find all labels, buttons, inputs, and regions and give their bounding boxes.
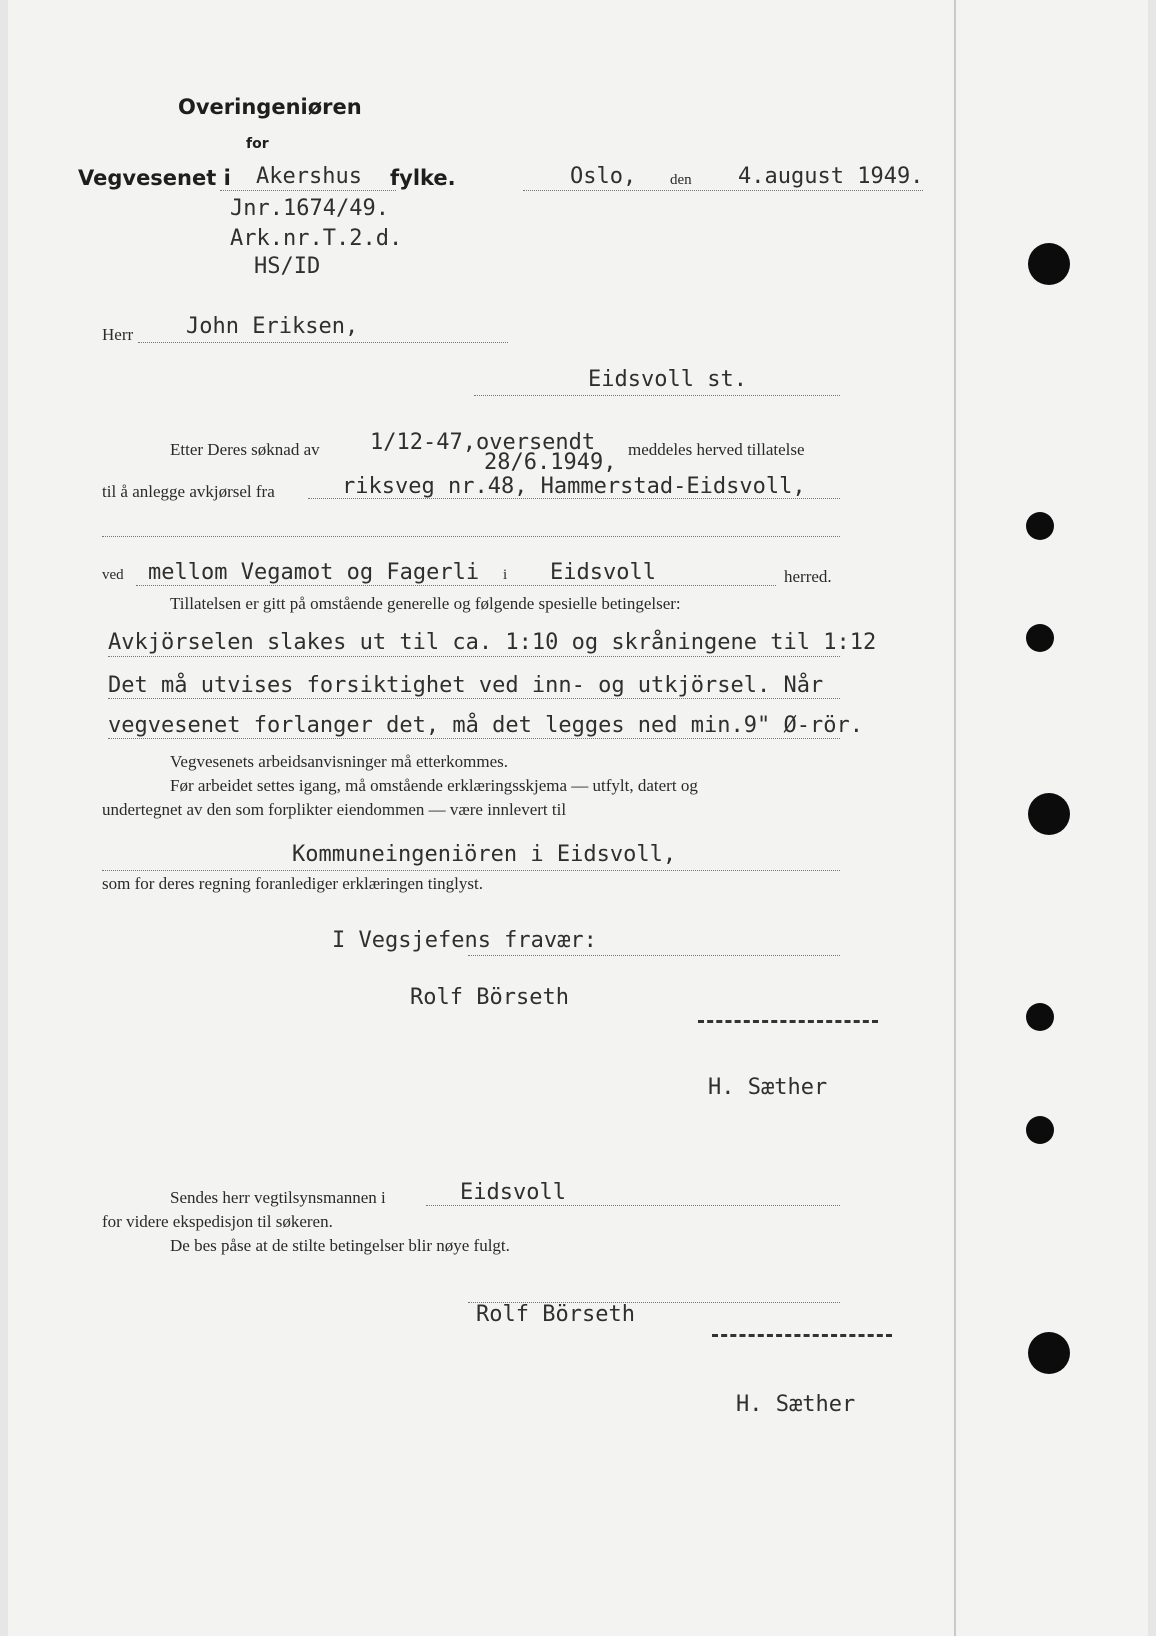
signature-dashes-1 [698, 1020, 878, 1023]
regning-text: som for deres regning foranlediger erklæringen tinglyst. [102, 874, 483, 893]
condition-line-2: Det må utvises forsiktighet ved inn- og utkjörsel. Når [108, 673, 824, 698]
county-value: Akershus [256, 164, 362, 189]
municipal-engineer: Kommuneingeniören i Eidsvoll, [292, 842, 677, 867]
recipient-place: Eidsvoll st. [588, 367, 747, 392]
meddeles-text: meddeles herved tillatelse [628, 440, 805, 459]
place-fill-line [474, 395, 840, 396]
sendes-text: Sendes herr vegtilsynsmannen i [170, 1188, 386, 1207]
anlegge-text: til å anlegge avkjørsel fra [102, 482, 275, 501]
videre-text: for videre ekspedisjon til søkeren. [102, 1212, 333, 1231]
date-fill-line [523, 190, 923, 191]
herred-name: Eidsvoll [550, 560, 656, 585]
letterhead-org: Vegvesenet i [78, 166, 231, 190]
blank-fill-line [102, 536, 840, 537]
letterhead-fylke: fylke. [390, 166, 456, 190]
herr-label: Herr [102, 325, 134, 344]
condition-fill-line-3 [108, 738, 840, 739]
journal-number: Jnr.1674/49. [230, 196, 389, 221]
signer-name-1: Rolf Börseth [410, 985, 569, 1010]
tillatelsen-text: Tillatelsen er gitt på omstående generelle og følgende spesielle betingelser: [170, 594, 681, 613]
forwarded-date: 28/6.1949, [484, 450, 617, 475]
letterhead-for: for [246, 136, 269, 152]
document-page [8, 0, 1148, 1636]
punch-hole [1026, 1116, 1054, 1144]
signer-name-2: Rolf Börseth [476, 1302, 635, 1327]
etter-text: Etter Deres søknad av [170, 440, 320, 459]
punch-hole [1028, 793, 1070, 835]
location-value: mellom Vegamot og Fagerli [148, 560, 480, 585]
engineer-fill-line [102, 870, 840, 871]
herred-label: herred. [784, 567, 832, 586]
den-label: den [670, 172, 692, 188]
punch-hole [1026, 1003, 1054, 1031]
recipient-fill-line [138, 342, 508, 343]
road-value: riksveg nr.48, Hammerstad-Eidsvoll, [342, 474, 806, 499]
ved-label: ved [102, 567, 124, 583]
forwarding-fill-line [426, 1205, 840, 1206]
location-fill-line [136, 585, 776, 586]
for-arbeidet-line-1: Før arbeidet settes igang, må omstående erklæringsskjema — utfylt, datert og [170, 776, 698, 795]
county-fill-line [220, 190, 396, 191]
bes-text: De bes påse at de stilte betingelser blir nøye fulgt. [170, 1236, 510, 1255]
fold-line [954, 0, 956, 1636]
date-value: 4.august 1949. [738, 164, 924, 189]
for-arbeidet-line-2: undertegnet av den som forplikter eiendommen — være innlevert til [102, 800, 567, 819]
punch-hole [1026, 624, 1054, 652]
punch-hole [1028, 243, 1070, 285]
archive-number: Ark.nr.T.2.d. [230, 226, 403, 251]
signer-initials-1: H. Sæther [708, 1075, 828, 1100]
punch-hole [1028, 1332, 1070, 1374]
application-date: 1/12-47,oversendt [370, 430, 596, 455]
punch-hole [1026, 512, 1054, 540]
arbeid-text: Vegvesenets arbeidsanvisninger må etterkommes. [170, 752, 509, 771]
condition-line-1: Avkjörselen slakes ut til ca. 1:10 og skråningene til 1:12 [108, 630, 877, 655]
i-label: i [503, 567, 508, 583]
condition-line-3: vegvesenet forlanger det, må det legges ned min.9" Ø-rör. [108, 713, 863, 738]
signer-initials-2: H. Sæther [736, 1392, 856, 1417]
recipient-name: John Eriksen, [186, 314, 359, 339]
letterhead-title: Overingeniøren [178, 95, 362, 119]
absence-fill-line [468, 955, 840, 956]
condition-fill-line-2 [108, 698, 840, 699]
initials-reference: HS/ID [254, 254, 321, 279]
absence-line: I Vegsjefens fravær: [332, 928, 597, 953]
condition-fill-line-1 [108, 656, 840, 657]
forwarding-place: Eidsvoll [460, 1180, 566, 1205]
city-value: Oslo, [570, 164, 637, 189]
signature-dashes-2 [712, 1334, 892, 1337]
